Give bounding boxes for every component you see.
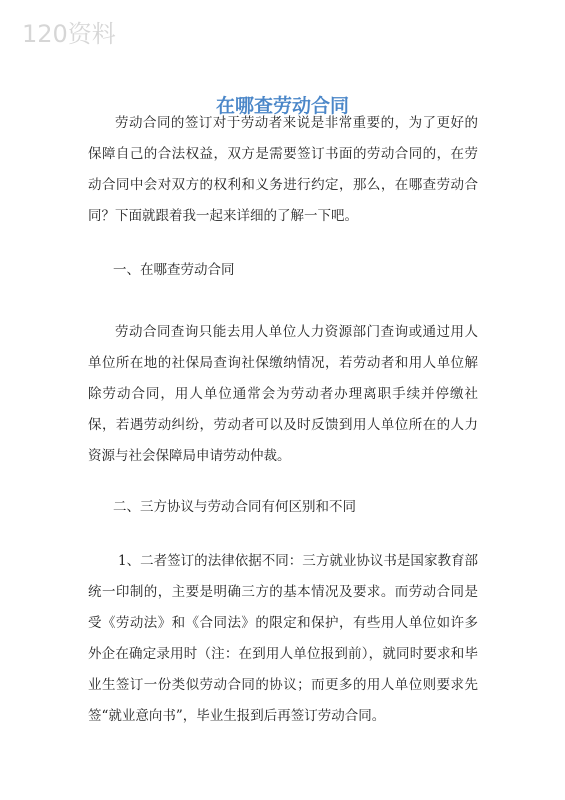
section-body-1: 劳动合同查询只能去用人单位人力资源部门查询或通过用人单位所在地的社保局查询社保缴纳情况，若劳动者和用人单位解除劳动合同，用人单位通常会为劳动者办理离职手续并停缴社保，若遇劳动纠纷，劳动者可以及时反馈到用人单位所在的人力资源与社会保障局申请劳动仲裁。 <box>88 324 478 464</box>
section-body-2: 1、二者签订的法律依据不同：三方就业协议书是国家教育部统一印制的，主要是明确三方的基本情况及要求。而劳动合同是受《劳动法》和《合同法》的限定和保护，有些用人单位如许多外企在确定录用时（注：在到用人单位报到前），就同时要求和毕业生签订一份类似劳动合同的协议；而更多的用人单位则要求先签“就业意向书”，毕业生报到后再签订劳动合同。 <box>88 553 478 724</box>
section-heading-2: 二、三方协议与劳动合同有何区别和不同 <box>113 499 356 515</box>
watermark: 120资料 <box>22 20 116 48</box>
intro-paragraph: 劳动合同的签订对于劳动者来说是非常重要的，为了更好的保障自己的合法权益，双方是需要签订书面的劳动合同的，在劳动合同中会对双方的权利和义务进行约定，那么，在哪查劳动合同？下面就跟着我一起来详细的了解一下吧。 <box>88 115 478 224</box>
document-title: 在哪查劳动合同 <box>215 94 349 117</box>
section-heading-1: 一、在哪查劳动合同 <box>113 262 235 278</box>
